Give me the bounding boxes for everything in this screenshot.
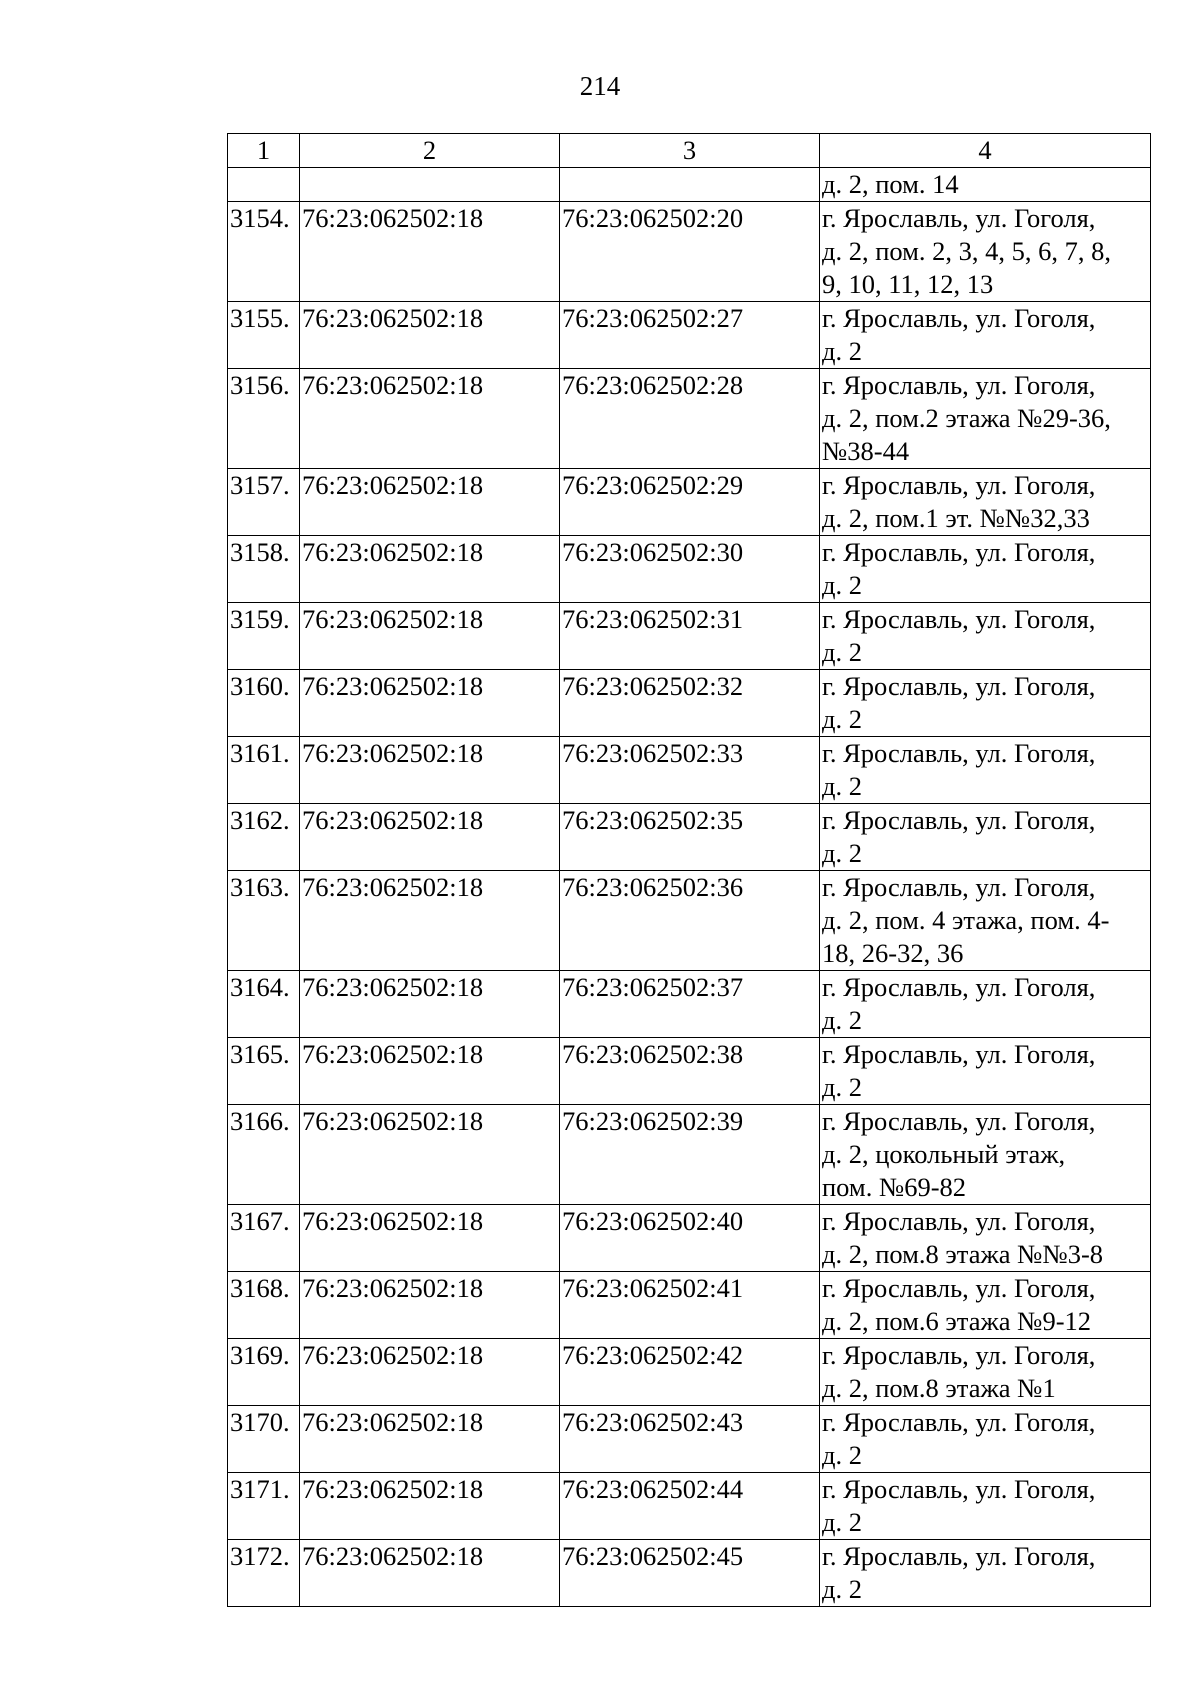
cadastral-number-cell	[560, 168, 820, 202]
address-cell: г. Ярославль, ул. Гоголя, д. 2	[820, 1473, 1151, 1540]
address-cell: г. Ярославль, ул. Гоголя, д. 2, пом.1 эт. №№32,33	[820, 469, 1151, 536]
address-cell: г. Ярославль, ул. Гоголя, д. 2	[820, 670, 1151, 737]
parent-cadastral-number-cell: 76:23:062502:18	[300, 302, 560, 369]
parent-cadastral-number-cell	[300, 168, 560, 202]
table-row	[228, 1038, 1151, 1105]
parent-cadastral-number-cell: 76:23:062502:18	[300, 536, 560, 603]
row-number-cell: 3171.	[228, 1473, 300, 1540]
cadastral-number-cell: 76:23:062502:27	[560, 302, 820, 369]
page-number: 214	[579, 71, 621, 101]
parent-cadastral-number-cell: 76:23:062502:18	[300, 1105, 560, 1205]
table-row	[228, 1339, 1151, 1406]
table-row	[228, 536, 1151, 603]
table-row	[228, 202, 1151, 302]
row-number-cell: 3162.	[228, 804, 300, 871]
parent-cadastral-number-cell: 76:23:062502:18	[300, 1540, 560, 1607]
table-row	[228, 871, 1151, 971]
table-header-row	[228, 134, 1151, 168]
row-number-cell: 3157.	[228, 469, 300, 536]
table-row	[228, 603, 1151, 670]
table-row	[228, 1105, 1151, 1205]
cadastral-number-cell: 76:23:062502:42	[560, 1339, 820, 1406]
table-row	[228, 971, 1151, 1038]
row-number-cell: 3166.	[228, 1105, 300, 1205]
table-row	[228, 1406, 1151, 1473]
table-row	[228, 469, 1151, 536]
address-cell: г. Ярославль, ул. Гоголя, д. 2, пом. 2, 3, 4, 5, 6, 7, 8, 9, 10, 11, 12, 13	[820, 202, 1151, 302]
address-cell: г. Ярославль, ул. Гоголя, д. 2, пом.6 этажа №9-12	[820, 1272, 1151, 1339]
cadastral-number-cell: 76:23:062502:41	[560, 1272, 820, 1339]
column-header: 2	[300, 134, 560, 168]
address-cell: г. Ярославль, ул. Гоголя, д. 2	[820, 971, 1151, 1038]
address-cell: г. Ярославль, ул. Гоголя, д. 2	[820, 302, 1151, 369]
table-row	[228, 1205, 1151, 1272]
table-row	[228, 168, 1151, 202]
parent-cadastral-number-cell: 76:23:062502:18	[300, 871, 560, 971]
column-header: 4	[820, 134, 1151, 168]
registry-table	[227, 133, 1151, 1607]
cadastral-number-cell: 76:23:062502:40	[560, 1205, 820, 1272]
parent-cadastral-number-cell: 76:23:062502:18	[300, 971, 560, 1038]
row-number-cell: 3154.	[228, 202, 300, 302]
table-row	[228, 1540, 1151, 1607]
address-cell: г. Ярославль, ул. Гоголя, д. 2	[820, 804, 1151, 871]
address-cell: г. Ярославль, ул. Гоголя, д. 2	[820, 1540, 1151, 1607]
parent-cadastral-number-cell: 76:23:062502:18	[300, 369, 560, 469]
table-row	[228, 302, 1151, 369]
table-body	[228, 168, 1151, 1607]
cadastral-number-cell: 76:23:062502:35	[560, 804, 820, 871]
address-cell: г. Ярославль, ул. Гоголя, д. 2	[820, 1038, 1151, 1105]
address-cell: г. Ярославль, ул. Гоголя, д. 2, пом.2 этажа №29-36, №38-44	[820, 369, 1151, 469]
parent-cadastral-number-cell: 76:23:062502:18	[300, 603, 560, 670]
cadastral-number-cell: 76:23:062502:45	[560, 1540, 820, 1607]
table-row	[228, 1272, 1151, 1339]
row-number-cell: 3155.	[228, 302, 300, 369]
address-cell: г. Ярославль, ул. Гоголя, д. 2, пом.8 этажа №№3-8	[820, 1205, 1151, 1272]
row-number-cell: 3169.	[228, 1339, 300, 1406]
row-number-cell: 3165.	[228, 1038, 300, 1105]
table-row	[228, 1473, 1151, 1540]
row-number-cell: 3161.	[228, 737, 300, 804]
parent-cadastral-number-cell: 76:23:062502:18	[300, 1406, 560, 1473]
address-cell: г. Ярославль, ул. Гоголя, д. 2, пом. 4 этажа, пом. 4- 18, 26-32, 36	[820, 871, 1151, 971]
table-row	[228, 369, 1151, 469]
table-row	[228, 670, 1151, 737]
parent-cadastral-number-cell: 76:23:062502:18	[300, 202, 560, 302]
table-row	[228, 737, 1151, 804]
row-number-cell: 3164.	[228, 971, 300, 1038]
row-number-cell: 3168.	[228, 1272, 300, 1339]
parent-cadastral-number-cell: 76:23:062502:18	[300, 1038, 560, 1105]
column-header: 1	[228, 134, 300, 168]
row-number-cell: 3159.	[228, 603, 300, 670]
row-number-cell: 3172.	[228, 1540, 300, 1607]
cadastral-number-cell: 76:23:062502:32	[560, 670, 820, 737]
row-number-cell: 3156.	[228, 369, 300, 469]
column-header: 3	[560, 134, 820, 168]
parent-cadastral-number-cell: 76:23:062502:18	[300, 1272, 560, 1339]
cadastral-number-cell: 76:23:062502:28	[560, 369, 820, 469]
table-row	[228, 804, 1151, 871]
cadastral-number-cell: 76:23:062502:31	[560, 603, 820, 670]
row-number-cell: 3163.	[228, 871, 300, 971]
parent-cadastral-number-cell: 76:23:062502:18	[300, 1205, 560, 1272]
cadastral-number-cell: 76:23:062502:44	[560, 1473, 820, 1540]
row-number-cell: 3170.	[228, 1406, 300, 1473]
cadastral-number-cell: 76:23:062502:33	[560, 737, 820, 804]
parent-cadastral-number-cell: 76:23:062502:18	[300, 1473, 560, 1540]
row-number-cell: 3167.	[228, 1205, 300, 1272]
row-number-cell: 3158.	[228, 536, 300, 603]
address-cell: г. Ярославль, ул. Гоголя, д. 2	[820, 603, 1151, 670]
parent-cadastral-number-cell: 76:23:062502:18	[300, 1339, 560, 1406]
address-cell: д. 2, пом. 14	[820, 168, 1151, 202]
cadastral-number-cell: 76:23:062502:30	[560, 536, 820, 603]
address-cell: г. Ярославль, ул. Гоголя, д. 2	[820, 536, 1151, 603]
cadastral-number-cell: 76:23:062502:20	[560, 202, 820, 302]
cadastral-number-cell: 76:23:062502:36	[560, 871, 820, 971]
cadastral-number-cell: 76:23:062502:43	[560, 1406, 820, 1473]
parent-cadastral-number-cell: 76:23:062502:18	[300, 670, 560, 737]
address-cell: г. Ярославль, ул. Гоголя, д. 2	[820, 737, 1151, 804]
cadastral-number-cell: 76:23:062502:37	[560, 971, 820, 1038]
cadastral-number-cell: 76:23:062502:29	[560, 469, 820, 536]
address-cell: г. Ярославль, ул. Гоголя, д. 2, пом.8 этажа №1	[820, 1339, 1151, 1406]
parent-cadastral-number-cell: 76:23:062502:18	[300, 469, 560, 536]
address-cell: г. Ярославль, ул. Гоголя, д. 2, цокольный этаж, пом. №69-82	[820, 1105, 1151, 1205]
parent-cadastral-number-cell: 76:23:062502:18	[300, 804, 560, 871]
row-number-cell	[228, 168, 300, 202]
cadastral-number-cell: 76:23:062502:39	[560, 1105, 820, 1205]
cadastral-number-cell: 76:23:062502:38	[560, 1038, 820, 1105]
parent-cadastral-number-cell: 76:23:062502:18	[300, 737, 560, 804]
address-cell: г. Ярославль, ул. Гоголя, д. 2	[820, 1406, 1151, 1473]
row-number-cell: 3160.	[228, 670, 300, 737]
